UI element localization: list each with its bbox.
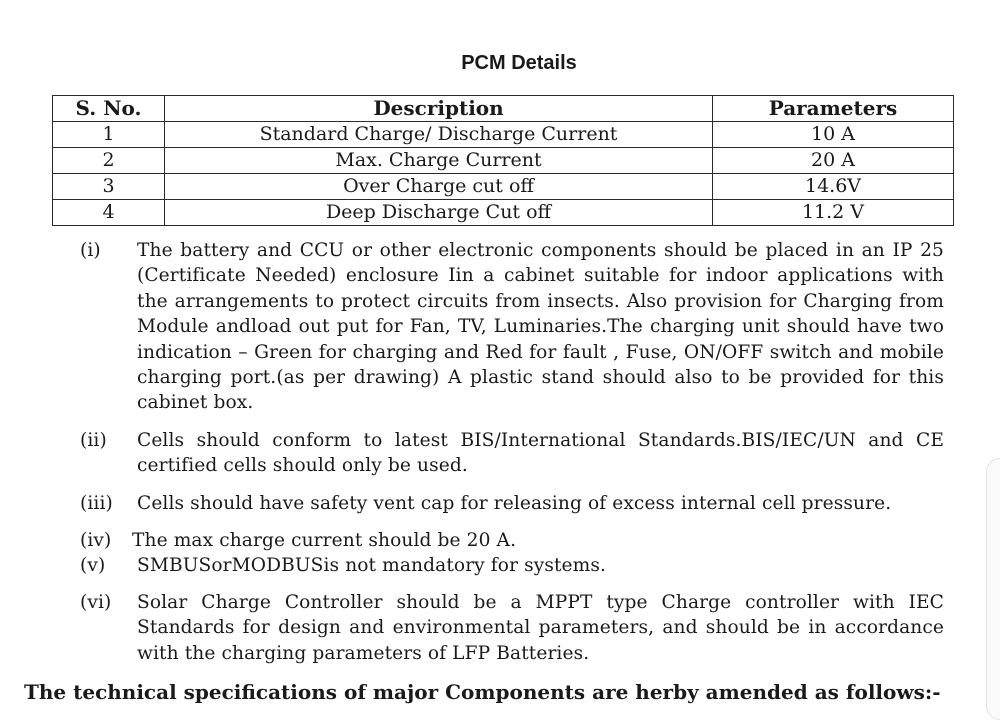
- section-title: PCM Details: [461, 52, 577, 74]
- table-header-row: [53, 96, 954, 122]
- item-number: (iv): [80, 530, 112, 552]
- item-number: (i): [80, 240, 101, 261]
- table-row: [53, 200, 954, 226]
- item-text: The max charge current should be 20 A.: [132, 530, 517, 552]
- item-number: (iii): [80, 492, 113, 514]
- list-item: [80, 553, 944, 578]
- cell-description: Over Charge cut off: [165, 174, 713, 200]
- item-number: (vi): [80, 591, 112, 613]
- column-header-description: Description: [165, 96, 713, 122]
- cell-parameter: 10 A: [713, 122, 954, 148]
- cell-description: Standard Charge/ Discharge Current: [165, 122, 713, 148]
- item-text: Cells should conform to latest BIS/International Standards.BIS/IEC/UN and CE certified cells should only be used.: [137, 429, 944, 477]
- table-row: [53, 174, 954, 200]
- cell-description: Max. Charge Current: [165, 148, 713, 174]
- cell-sno: 1: [53, 122, 165, 148]
- list-item: [80, 238, 944, 416]
- column-header-parameters: Parameters: [713, 96, 954, 122]
- item-text: Cells should have safety vent cap for releasing of excess internal cell pressure.: [137, 492, 892, 514]
- item-number: (v): [80, 555, 106, 577]
- pcm-details-table: [52, 95, 954, 226]
- item-text: The battery and CCU or other electronic components should be placed in an IP 25 (Certificate Needed) enclosure Iin a cabinet suitable for indoor applications with the arrangements to protect circuits from insects. Also provision for Charging from Module andload out put for Fan, TV, Luminaries.The charging unit should have two indication – Green for charging and Red for fault , Fuse, ON/OFF switch and mobile charging port.(as per drawing) A plastic stand should also to be provided for this cabinet box.: [137, 240, 944, 414]
- cell-sno: 4: [53, 200, 165, 226]
- requirements-list: [80, 238, 944, 666]
- cell-description: Deep Discharge Cut off: [165, 200, 713, 226]
- table-row: [53, 122, 954, 148]
- list-item: [80, 528, 944, 553]
- cell-sno: 2: [53, 148, 165, 174]
- column-header-sno: S. No.: [53, 96, 165, 122]
- item-text: Solar Charge Controller should be a MPPT type Charge controller with IEC Standards for design and environmental parameters, and should be in accordance with the charging parameters of LFP Batteries.: [137, 591, 944, 664]
- list-item: [80, 491, 944, 516]
- cell-sno: 3: [53, 174, 165, 200]
- cell-parameter: 11.2 V: [713, 200, 954, 226]
- list-item: [80, 428, 944, 479]
- edge-panel-handle[interactable]: [986, 458, 1000, 720]
- amendment-heading: The technical specifications of major Components are herby amended as follows:-: [24, 680, 941, 704]
- cell-parameter: 20 A: [713, 148, 954, 174]
- table-row: [53, 148, 954, 174]
- list-item: [80, 590, 944, 666]
- item-number: (ii): [80, 429, 107, 451]
- cell-parameter: 14.6V: [713, 174, 954, 200]
- item-text: SMBUSorMODBUSis not mandatory for systems.: [137, 555, 607, 577]
